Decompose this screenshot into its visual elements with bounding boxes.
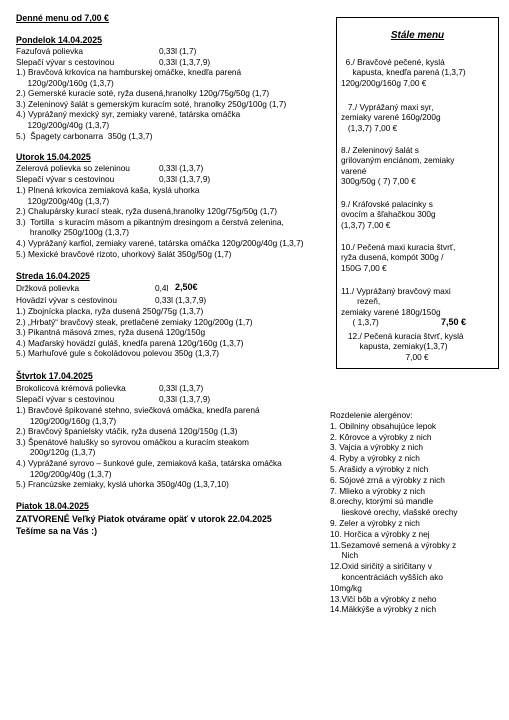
allergen-list xyxy=(330,410,458,615)
allergen-item: 1. Obilniny obsahujúce lepok xyxy=(330,420,437,431)
soup-size: 0,33l (1,3,7,9) xyxy=(155,295,207,305)
permanent-menu-item xyxy=(341,57,497,88)
soup-name: Držková polievka xyxy=(16,283,80,293)
menu-line: 4.) Vyprážaný mexický syr, zemiaky varené, tatárska omáčka xyxy=(16,109,241,120)
allergen-item: 3. Vajcia a výrobky z nich xyxy=(330,442,423,453)
menu-list-monday xyxy=(16,67,286,141)
menu-line: 120g/200g/40g (1,3,7) xyxy=(16,195,110,206)
menu-line: 120g/200g/160g (1,3,7) xyxy=(16,415,117,426)
item-line: 8./ Zeleninový šalát s xyxy=(341,145,419,155)
menu-line: 5.) Špagety carbonarra 350g (1,3,7) xyxy=(16,130,153,141)
allergen-item: koncentráciách vyšších ako xyxy=(330,571,443,582)
item-line: 10./ Pečená maxi kuracia štvrť, xyxy=(341,242,456,252)
item-line: 12./ Pečená kuracia štvrť, kyslá xyxy=(341,331,464,341)
permanent-menu-item xyxy=(341,102,497,133)
item-line: 7,00 € xyxy=(341,351,429,362)
permanent-menu-item xyxy=(341,242,497,273)
allergen-item: 12.Oxid siričitý a siričitany v xyxy=(330,561,432,572)
soup-name: Hovädzí vývar s cestovinou xyxy=(16,295,117,305)
menu-line: 1.) Zbojnícka placka, ryža dusená 250g/75g (1,3,7) xyxy=(16,306,204,316)
menu-list-thursday xyxy=(16,405,282,490)
item-line: kapusta, knedľa parená (1,3,7) xyxy=(341,67,466,78)
menu-line: 1.) Bravčová krkovica na hamburskej omáčke, knedľa parená xyxy=(16,67,242,77)
soup-name: Slepačí vývar s cestovinou xyxy=(16,394,115,404)
item-line: zemiaky varené 160g/200g xyxy=(341,112,441,123)
item-line: ovocím a šľahačkou 300g xyxy=(341,209,436,220)
menu-line: 120g/200g/160g (1,3,7) xyxy=(16,77,114,88)
day-heading-friday: Piatok 18.04.2025 xyxy=(16,501,89,511)
menu-list-wednesday xyxy=(16,306,253,359)
menu-line: 2.) Chalupársky kurací steak, ryža dusená,hranolky 120g/75g/50g (1,7) xyxy=(16,206,278,217)
menu-line: 2.) „Hrbatý“ bravčový steak, pretlačené zemiaky 120g/200g (1,7) xyxy=(16,316,253,327)
allergen-title: Rozdelenie alergénov: xyxy=(330,410,413,420)
allergen-item: 6. Sójové zrná a výrobky z nich xyxy=(330,474,445,485)
item-line: varené xyxy=(341,165,367,176)
allergen-item: 4. Ryby a výrobky z nich xyxy=(330,453,420,464)
menu-line: 4.) Vyprážaný karfiol, zemiaky varené, tatárska omáčka 120g/200g/40g (1,3,7) xyxy=(16,237,304,248)
day-heading-thursday: Štvrtok 17.04.2025 xyxy=(16,371,93,381)
soup-name: Zelerová polievka so zeleninou xyxy=(16,163,130,173)
day-heading-wednesday: Streda 16.04.2025 xyxy=(16,271,90,281)
menu-line: 4.) Maďarský hovädzí guláš, knedľa parená 120g/160g (1,3,7) xyxy=(16,337,244,348)
allergen-item: 2. Kôrovce a výrobky z nich xyxy=(330,431,432,442)
menu-line: 1.) Bravčové špikované stehno, sviečková omáčka, knedľa parená xyxy=(16,405,260,415)
day-heading-tuesday: Utorok 15.04.2025 xyxy=(16,152,91,162)
allergen-item: 5. Arašidy a výrobky z nich xyxy=(330,463,429,474)
soup-name: Fazuľová polievka xyxy=(16,46,83,56)
menu-line: 3.) Pikantná mäsová zmes, ryža dusená 120g/150g xyxy=(16,327,206,338)
item-line: 6./ Bravčové pečené, kyslá xyxy=(341,57,445,67)
page-title: Denné menu od 7,00 € xyxy=(16,13,109,23)
menu-line: 1.) Plnená krkovica zemiaková kaša, kyslá uhorka xyxy=(16,185,200,195)
soup-size: 0,33l (1,3,7) xyxy=(159,163,204,173)
menu-line: 120g/200g/40g (1,3,7) xyxy=(16,468,112,479)
allergen-item: lieskové orechy, vlašské orechy xyxy=(330,507,458,518)
menu-line: 200g/120g (1,3,7) xyxy=(16,447,96,458)
menu-line: hranolky 250g/100g (1,3,7) xyxy=(16,227,130,238)
soup-name: Slepačí vývar s cestovinou xyxy=(16,57,115,67)
menu-line: 2.) Bravčový španielsky vtáčik, ryža dusená 120g/150g (1,3) xyxy=(16,426,238,437)
item-line: 9./ Kráľovské palacinky s xyxy=(341,199,433,209)
permanent-menu-item xyxy=(341,286,497,328)
menu-line: 3.) Zeleninový šalát s gemerským kuracím soté, hranolky 250g/100g (1,7) xyxy=(16,98,287,109)
day-heading-monday: Pondelok 14.04.2025 xyxy=(16,35,103,45)
soup-size: 0,33l (1,3,7) xyxy=(159,383,204,393)
item-line-text: ( 1,3,7) xyxy=(341,317,379,328)
item-line: 120g/200g/160g 7,00 € xyxy=(341,77,427,88)
menu-line: 4.) Vyprážané syrovo – šunkové gule, zemiaková kaša, tatárska omáčka xyxy=(16,457,282,468)
item-line: kapusta, zemiaky(1,3,7) xyxy=(341,341,448,352)
allergen-item: Nich xyxy=(330,550,359,561)
item-line: (1,3,7) 7,00 € xyxy=(341,122,398,133)
item-price: 7,50 € xyxy=(441,317,467,328)
item-line: 7./ Vyprážaný maxi syr, xyxy=(341,102,434,112)
permanent-menu-title: Stále menu xyxy=(390,30,445,41)
greeting: Tešíme sa na Vás :) xyxy=(16,526,98,536)
allergen-item: 10mg/kg xyxy=(330,582,362,593)
item-line: (1,3,7) 7,00 € xyxy=(341,219,391,230)
permanent-menu-box xyxy=(336,17,499,369)
item-line: zemiaky varené 180g/150g xyxy=(341,306,441,317)
item-line: grilovaným enciánom, zemiaky xyxy=(341,155,455,166)
menu-line: 120g/200g/40g (1,3,7) xyxy=(16,119,110,130)
soup-size: 0,33l (1,3,7,9) xyxy=(159,174,211,184)
menu-line: 5.) Marhuľové gule s čokoládovou polevou 350g (1,3,7) xyxy=(16,348,220,359)
item-line xyxy=(341,317,497,327)
permanent-menu-item xyxy=(341,199,497,230)
menu-line: 5.) Mexické bravčové rizoto, uhorkový šalát 350g/50g (1,7) xyxy=(16,248,232,259)
allergen-item: 8.orechy, ktorými sú mandle xyxy=(330,496,434,507)
closed-notice: ZATVORENÉ Veľký Piatok otvárame opäť v utorok 22.04.2025 xyxy=(16,514,272,524)
soup-size: 0,33l (1,3,7,9) xyxy=(159,57,211,67)
soup-size: 0,33l (1,7) xyxy=(159,46,197,56)
item-line: 150G 7,00 € xyxy=(341,262,387,273)
soup-name: Brokolicová krémová polievka xyxy=(16,383,126,393)
item-line: 300g/50g ( 7) 7,00 € xyxy=(341,176,416,187)
menu-line: 2.) Gemerské kuracie soté, ryža dusená,hranolky 120g/75g/50g (1,7) xyxy=(16,88,270,99)
soup-size: 0,33l (1,3,7,9) xyxy=(159,394,211,404)
permanent-menu-item xyxy=(341,145,497,187)
menu-line: 3.) Špenátové halušky so syrovou omáčkou a kuracím steakom xyxy=(16,436,249,447)
soup-name: Slepačí vývar s cestovinou xyxy=(16,174,115,184)
allergen-item: 9. Zeler a výrobky z nich xyxy=(330,517,420,528)
menu-list-tuesday xyxy=(16,185,303,259)
allergen-item: 7. Mlieko a výrobky z nich xyxy=(330,485,425,496)
allergen-item: 13.Vlčí bôb a výrobky z neho xyxy=(330,593,437,604)
soup-price: 2,50€ xyxy=(175,282,198,292)
item-line: ryža dusená, kompót 300g / xyxy=(341,252,444,263)
allergen-item: 14.Mäkkýše a výrobky z nich xyxy=(330,604,437,615)
item-line: rezeň, xyxy=(341,296,381,307)
menu-line: 3.) Tortilla s kuracím mäsom a pikantným dresingom a čerstvá zelenina, xyxy=(16,216,284,227)
menu-line: 5.) Francúzske zemiaky, kyslá uhorka 350g/40g (1,3,7,10) xyxy=(16,479,229,490)
allergen-item: 11.Sezamové semená a výrobky z xyxy=(330,539,457,550)
allergen-item: 10. Horčica a výrobky z nej xyxy=(330,528,430,539)
item-line: 11./ Vyprážaný bravčový maxi xyxy=(341,286,451,296)
soup-size: 0,4l xyxy=(155,283,169,293)
permanent-menu-item xyxy=(341,331,497,362)
